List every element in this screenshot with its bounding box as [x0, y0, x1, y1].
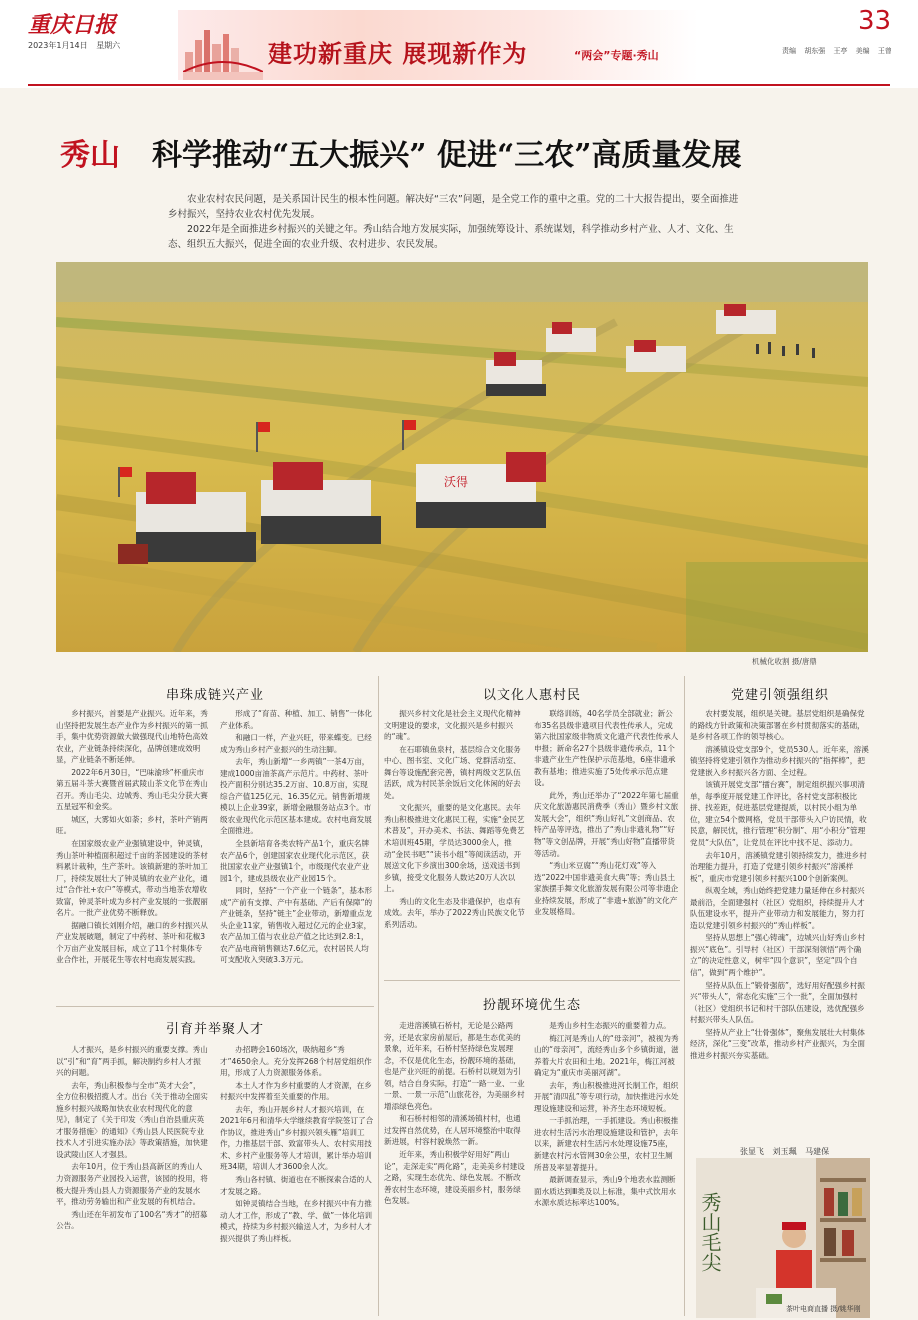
- headline: [60, 130, 880, 180]
- banner-subtitle: “两会”专题·秀山: [574, 49, 659, 62]
- paper-name-logo: 重庆日报: [28, 12, 117, 38]
- paragraph: 去年10月，溶溪镇党建引领持续发力，推进乡村治理能力提升，打造了党建引领乡村振兴“溶溪样板”，重庆市党建引领乡村振兴100个创新案例。: [690, 850, 867, 883]
- paragraph: 走进溶溪镇石桥村，无论是公路两旁，还是农家房前屋后，都是生态优美的景象，近年来，石桥村坚持绿色发展理念，不仅是优化生态，扮靓环境的基础，也是产业兴旺的前提。石桥村以规划为引领，结合自身实际，打造“一路一业、一业一景、一景一示范”山旅花谷，为美丽乡村增添绿色亮色。: [384, 1021, 525, 1111]
- paragraph: 坚持从队伍上“锻骨强筋”，选好用好配强乡村振兴“带头人”，常态化实施“三个一批”，全面加强村（社区）党组织书记和村干部队伍建设，选优配强乡村振兴带头人队伍。: [690, 980, 865, 1025]
- paragraph: 去年，秀山开展乡村人才振兴培训，在2021年6月和清华大学继续教育学院签订了合作协议，推进秀山“乡村振兴领头雁”培训工作，力推基层干部、致富带头人、农村实用技术、乡村产业服务等人才培训，累计举办培训班34期，培训人才3600余人次。: [220, 1104, 374, 1172]
- paragraph: 坚持从思想上“强心铸魂”，边城兴山好秀山乡村振兴“底色”。引导村（社区）干部深刻领悟“两个确立”的决定性意义，树牢“四个意识”，坚定“四个自信”，做到“两个维护”。: [690, 933, 865, 978]
- paragraph: 在国家级农业产业强镇建设中，钟灵镇，秀山茶叶种植面积超过千亩的茶园建设的茶材料累计栽种，生产茶叶。该镇新建的茶叶加工厂，持续发展壮大了钟灵镇的农业产业化，通过“合作社+农户”等模式，带动当地茶农增收致富，钟灵茶叶成为乡村产业发展的一张靓丽名片。一批产业优势不断释放。: [56, 839, 208, 918]
- paragraph: 去年，秀山新增“一乡两镇”一茶4万亩，建成1000亩油茶高产示范片。中药材、茶叶投产面积分别达35.2万亩、10.8万亩，实现综合产值125亿元、16.35亿元。销售新增规模以上企业39家，新增金融服务站点3个。市级农业现代化示范区基本建成。农村电商发展全面推进。: [220, 757, 372, 836]
- talent-column-1: [56, 1044, 208, 1316]
- paragraph: 和石桥村相邻的清溪场镇村村，也通过发挥自然优势，在人居环境整治中取得新进展，村容村貌焕然一新。: [384, 1114, 521, 1147]
- paragraph: 一手抓治理，一手抓建设。秀山积极推进农村生活污水治理设施建设和管护，去年以来，新建农村生活污水处理设施75座，新建农村污水管网30余公里，农村卫生厕所普及率显著提升。: [534, 1116, 679, 1172]
- intro-paragraph: 2022年是全面推进乡村振兴的关键之年。秀山结合地方发展实际，加强统筹设计、系统谋划，科学推动乡村产业、人才、文化、生态、组织五大振兴，促进全面的农业升级、农村进步、农民发展。: [168, 224, 734, 250]
- paragraph: 去年10月，位于秀山县高新区的秀山人力资源服务产业园投入运营，该园的投用，将极大提升秀山县人力资源服务产业的发展水平，推动劳务输出和产业发展的有机结合。: [56, 1162, 208, 1207]
- paragraph: 2022年6月30日，“巴味渝珍”杯重庆市第五届斗茶大赛暨首届武陵山茶文化节在秀山召开。秀山毛尖、边城秀、秀山毛尖分获大赛五星冠军和金奖。: [56, 767, 208, 812]
- section-divider: [56, 1006, 374, 1007]
- reporter-byline: 张显飞 刘玉珮 马建保: [740, 1147, 830, 1156]
- paragraph: 办招聘会160场次，吸纳超乡“秀才”4650余人。充分发挥268个村居党组织作用，形成了人力资源服务体系。: [220, 1045, 372, 1078]
- paragraph: 如钟灵镇结合当地，在乡村振兴中有力推动人才工作，形成了“教、学、做”一体化培训模式，持续为乡村振兴输送人才，为乡村人才振兴提供了秀山样板。: [220, 1199, 373, 1243]
- intro-text: [168, 192, 746, 252]
- paragraph: 和融口一样，产业兴旺，带来蝶变。已经成为秀山乡村产业振兴的生动注脚。: [220, 733, 372, 754]
- paragraph: 形成了“育苗、种植、加工、销售”一体化产业体系。: [220, 709, 373, 730]
- paragraph: 城区，大雾如火如荼；乡村，茶叶产销两旺。: [56, 814, 208, 836]
- paragraph: 同时，坚持“一个产业一个链条”，基本形成“产前有支撑、产中有基础、产后有保障”的产业链条，坚持“链主”企业带动，新增重点龙头企业11家，销售收入超过亿元的企业3家，农产品加工值与农业总产值之比达到2.8:1，农产品电商销售额达7.6亿元，农村居民人均可支配收入突破3.3万元。: [220, 886, 373, 965]
- paragraph: 乡村振兴，首要是产业振兴。近年来，秀山坚持把发展生态产业作为乡村振兴的第一抓手，集中优势资源做大做强现代山地特色高效农业，产业链条持续深化，品牌创建成效明显，产业链条不断延伸。: [56, 709, 208, 765]
- paragraph: 秀山的文化生态及非遗保护，也卓有成效。去年，举办了2022秀山民族文化节系列活动。: [384, 896, 525, 929]
- section-title-industry: 串珠成链兴产业: [165, 688, 264, 703]
- paragraph: 农村要发展，组织是关键。基层党组织是确保党的路线方针政策和决策部署在乡村贯彻落实的基础，是乡村各项工作的领导核心。: [690, 709, 865, 742]
- paragraph: 是秀山乡村生态振兴的重要着力点。: [549, 1021, 671, 1030]
- industry-column-1: [56, 708, 208, 1004]
- paragraph: 秀山各村镇、街道也在不断探索合适的人才发展之路。: [220, 1175, 372, 1196]
- party-column: [690, 708, 870, 1142]
- photo-caption: 机械化收割 摄/唐鼎: [752, 657, 817, 666]
- page-number: 33: [858, 6, 892, 36]
- section-divider: [384, 980, 680, 981]
- top-rule: [28, 84, 890, 86]
- paragraph: “秀山米豆腐”“秀山花灯戏”等入选“2022中国非遗美食大典”等；秀山县土家族摆手舞文化旅游发展有限公司等非遗企业持续发展，形成了“非遗+旅游”的文化产业发展格局。: [534, 861, 679, 917]
- photo2-caption: 茶叶电商直播 摄/姚华刚: [786, 1305, 861, 1313]
- column-divider: [378, 676, 379, 1316]
- headline-region: 秀山: [60, 138, 120, 173]
- paragraph: 联络训练，40名学员全部就业；新公布35名县级非遗项目代表性传承人，完成第六批国家级非物质文化遗产代表性传承人申报；新命名27个县级非遗传承点，11个非遗产业生产性保护示范基地，6座非遗承教有基地；推进实施了5处传承示范点建设。: [534, 709, 679, 788]
- column-divider: [684, 676, 685, 1316]
- paragraph: 文化振兴，重要的是文化惠民。去年秀山积极推进文化惠民工程，实施“金民艺术普及”，开办美术、书法、舞蹈等免费艺术培训班45期，学员达3000余人，推动“金民书吧”“读书小组”等阅读活动，开展送文化下乡演出300余场，送戏送书到乡镇，接受文化服务人数达20万人次以上。: [384, 803, 525, 894]
- editor-credits: 责编 胡东强 王亭 美编 王曾: [782, 47, 892, 55]
- section-title-ecology: 扮靓环境优生态: [482, 998, 581, 1013]
- intro-paragraph: 农业农村农民问题，是关系国计民生的根本性问题。解决好“三农”问题，是全党工作的重中之重。党的二十大报告提出，要全面推进乡村振兴，坚持农业农村优先发展。: [168, 194, 739, 220]
- book-title-calligraphy: 秀山毛尖: [698, 1192, 722, 1272]
- ecology-column-1: [384, 1020, 526, 1316]
- ecology-column-2: [534, 1020, 680, 1316]
- section-title-culture: 以文化人惠村民: [482, 688, 581, 703]
- paragraph: 近年来，秀山积极学好用好“两山论”，走深走实“两化路”，走美美乡村建设之路，实现生态优先、绿色发展。不断改善农村生态环境，建设美丽乡村，服务绿色发展。: [384, 1150, 525, 1206]
- masthead: [0, 0, 918, 88]
- paragraph: 本土人才作为乡村重要的人才资源，在乡村振兴中发挥着至关重要的作用。: [220, 1080, 372, 1102]
- culture-column-1: [384, 708, 526, 978]
- city-skyline-icon: [183, 22, 263, 80]
- paragraph: 溶溪镇设党支部9个，党员530人。近年来，溶溪镇坚持将党建引领作为推动乡村振兴的“指挥棒”，把党建嵌入乡村振兴各方面、全过程。: [690, 744, 869, 777]
- culture-column-2: [534, 708, 680, 978]
- paragraph: 秀山还在年初发布了100名“秀才”的招募公告。: [56, 1209, 208, 1231]
- issue-date: [28, 40, 120, 51]
- paragraph: 最新调查显示，秀山9个地表水监测断面水质达到Ⅲ类及以上标准，集中式饮用水水源水质达标率达100%。: [534, 1175, 676, 1208]
- tea-livestream-image: [696, 1158, 870, 1318]
- paragraph: 去年，秀山积极推进河长制工作，组织开展“清四乱”等专项行动，加快推进污水处理设施建设和运营，补齐生态环境短板。: [534, 1080, 679, 1113]
- harvest-photo: [56, 262, 868, 652]
- paragraph: 据融口镇长刘刚介绍，融口的乡村振兴从产业发展破题，制定了中药材、茶叶和花椒3个万亩产业发展目标，成立了11个村集体专业合作社，开展花生等农村电商发展实践。: [56, 920, 208, 965]
- weekday-text: 星期六: [96, 41, 121, 50]
- rice-field-harvest-image: [56, 262, 868, 652]
- paragraph: 在石耶镇鱼泉村，基层综合文化服务中心、图书室、文化广场、党群活动室、舞台等设施配套完善，镇村两级文艺队伍活跃，成为村民茶余饭后文化休闲的好去处。: [384, 744, 521, 800]
- section-title-talent: 引育并举聚人才: [165, 1022, 264, 1037]
- paragraph: 全县新培育各类农特产品1个，重庆名牌农产品6个，创建国家农业现代化示范区，获批国家农业产业强镇1个，市级现代农业产业园1个，建成县级农业产业园15个。: [220, 839, 370, 883]
- banner-title: 建功新重庆 展现新作为: [268, 40, 528, 68]
- paragraph: 梅江河是秀山人的“母亲河”，被视为秀山的“母亲河”，流经秀山多个乡镇街道，滋养着大片农田和土地。2021年，梅江河被确定为“重庆市美丽河湖”。: [534, 1033, 679, 1078]
- paragraph: 振兴乡村文化是社会主义现代化精神文明建设的要求，文化振兴是乡村振兴的“魂”。: [384, 709, 521, 742]
- paragraph: 此外，秀山还举办了“2022年第七届重庆文化旅游惠民消费季（秀山）暨乡村文旅发展大会”，组织“秀山好礼”文创商品、农特产品等评选，推出了“秀山非遗礼物”“好物”等文创品牌，开展“秀山好物”直播带货等活动。: [534, 790, 679, 858]
- industry-column-2: [220, 708, 374, 1004]
- headline-main: 科学推动“五大振兴” 促进“三农”高质量发展: [152, 138, 742, 173]
- date-text: 2023年1月14日: [28, 41, 88, 50]
- paragraph: 去年，秀山积极参与全市“英才大会”，全方位积极招揽人才。出台《关于推动全面实施乡村振兴战略加快农业农村现代化的意见》，制定了《关于印发〈秀山自治县重庆英才服务措施〉的通知》《秀山县人民医院专业技术人才引进实施办法》等政策措施，加快建设武陵山区人才强县。: [56, 1080, 208, 1159]
- paragraph: 坚持从产业上“壮骨强体”，聚焦发展壮大村集体经济，深化“三变”改革，推动乡村产业振兴，为全面推进乡村振兴夯实基础。: [690, 1027, 865, 1060]
- paragraph: 该镇开展党支部“擂台赛”，制定组织振兴事项清单，每季度开展党建工作评比，各村党支部积极比拼、找差距，促进基层党建提质，以村民小组为单位，建立54个微网格，党员干部带头入户访民情，收民意，解民忧，推行管理“积分制”、用“小积分”管理党员“大队伍”，让党员在评比中找不足、添动力。: [690, 780, 867, 848]
- livestream-photo: [696, 1158, 870, 1318]
- paragraph: 人才振兴，是乡村振兴的重要支撑。秀山以“引”和“育”两手抓，解决制约乡村人才振兴的问题。: [56, 1045, 208, 1078]
- harvester-brand-text: 沃得: [444, 475, 469, 489]
- paragraph: 纵观全域，秀山始终把党建力量延伸在乡村振兴最前沿，全面建强村（社区）党组织，持续提升人才队伍建设水平，提升产业带动力和发展能力，努力打造以党建引领乡村振兴的“秀山样板”。: [690, 886, 865, 930]
- talent-column-2: [220, 1044, 374, 1316]
- section-title-party: 党建引领强组织: [730, 688, 829, 703]
